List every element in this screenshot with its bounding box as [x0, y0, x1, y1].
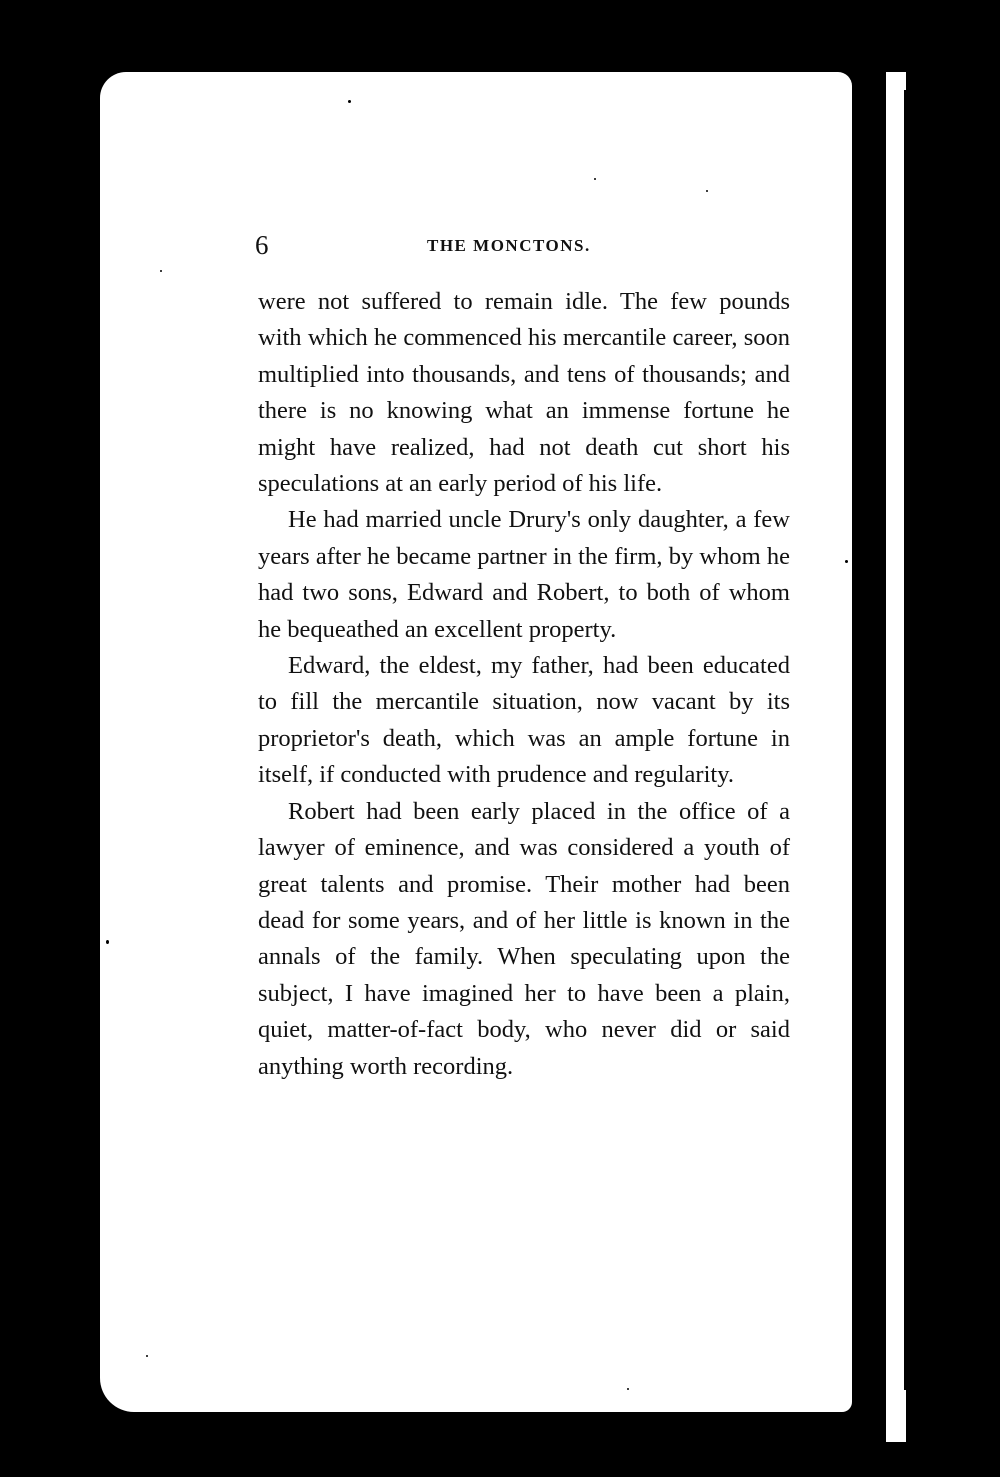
scan-speck — [845, 560, 848, 563]
paragraph: He had married uncle Drury's only daughter, a few years after he became partner in the firm, by whom he had two sons, Edward and Robert, to both of whom he bequeathed an excellent property. — [258, 506, 790, 643]
scan-speck — [160, 270, 162, 272]
page-number: 6 — [255, 230, 269, 260]
paragraph: were not suffered to remain idle. The few pounds with which he commenced his mercantile career, soon multiplied into thousands, and tens of thousands; and there is no knowing what an immense fortune he might have realized, had not death cut short his speculations at an early period of his life. — [258, 288, 790, 498]
body-text — [258, 284, 790, 1085]
scan-speck — [106, 940, 109, 944]
scan-speck — [348, 100, 351, 103]
scan-speck — [706, 190, 708, 192]
page-header — [255, 226, 793, 262]
paragraph: Edward, the eldest, my father, had been educated to fill the mercantile situation, now vacant by its proprietor's death, which was an ample fortune in itself, if conducted with prudence and regularity. — [258, 652, 790, 789]
page-edge — [886, 72, 906, 1442]
scan-speck — [875, 1140, 878, 1143]
scan-speck — [594, 178, 596, 180]
running-head: THE MONCTONS. — [427, 236, 591, 255]
paragraph: Robert had been early placed in the office of a lawyer of eminence, and was considered a youth of great talents and promise. Their mother had been dead for some years, and of her little is known in the annals of the family. When speculating upon the subject, I have imagined her to have been a plain, quiet, matter-of-fact body, who never did or said anything worth recording. — [258, 797, 790, 1080]
scan-speck — [146, 1355, 148, 1357]
page-edge-shadow — [904, 90, 950, 1390]
scan-speck — [627, 1388, 629, 1390]
